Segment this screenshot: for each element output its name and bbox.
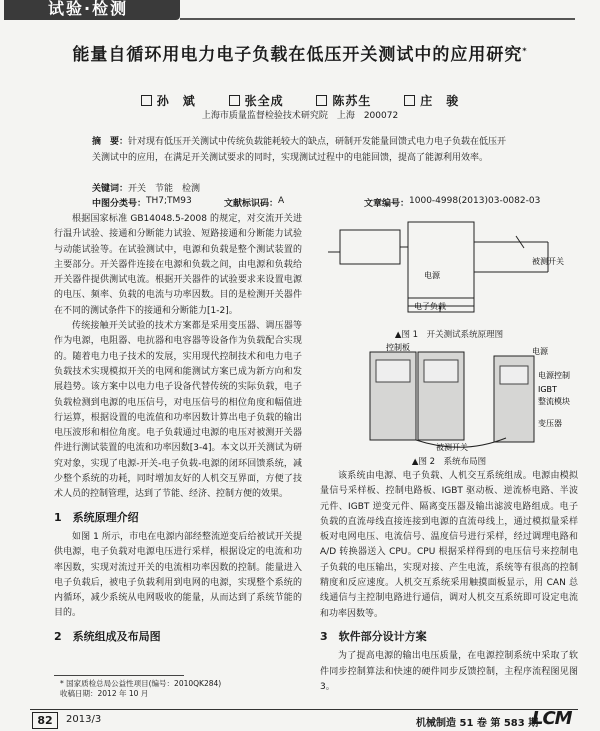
figure-1-caption: ▲图 1 开关测试系统原理图 (394, 330, 504, 340)
fig2-label: 电源 (532, 347, 548, 356)
keywords-label: 关键词： (92, 184, 129, 194)
fig2-label: 变压器 (538, 419, 562, 428)
fig1-label-load: 电子负载 (414, 302, 446, 311)
author: 孙 斌 (141, 94, 196, 108)
fig2-label: 被测开关 (436, 443, 468, 452)
fig2-label: 控制板 (386, 343, 410, 352)
footnote-rule (54, 675, 184, 676)
footer-rule (30, 709, 578, 710)
paragraph: 如图 1 所示，市电在电源内部经整流逆变后给被试开关提供电源，电子负载对电源电压进行采样，根据设定的电流和功率因数，实现对流过开关的电流相功率因数的控制。能量进入电子负载后，被电子负载利用到电网的电源，实现整个系统的内循环，减少系统从电网吸收的能量，从而达到了系统节能的目的。 (54, 531, 302, 619)
checkbox-icon (141, 95, 152, 106)
issue-label: 2013/3 (66, 714, 102, 725)
footnote-funding: * 国家质检总局公益性项目(编号：2010QK284) (60, 679, 222, 688)
keywords: 开关 节能 检测 (128, 184, 201, 194)
power-source-box (340, 230, 400, 264)
footnote (60, 679, 221, 699)
page-number: 82 (32, 712, 58, 729)
figure-2-caption: ▲图 2 系统布局图 (411, 457, 487, 467)
paragraph: 为了提高电源的输出电压质量，在电源控制系统中采取了软件同步控制算法和快速的硬件同步反馈控制，主程序流程图见图 3。 (320, 651, 578, 692)
section-heading: 3 软件部分设计方案 (320, 629, 427, 643)
left-column (54, 212, 302, 644)
right-column (320, 469, 578, 695)
author: 陈苏生 (316, 94, 371, 108)
paragraph: 传统接触开关试验的技术方案都是采用变压器、调压器等作为电源，电阻器、电抗器和电容器等设备作为负载配合实现的。随着电力电子技术的发展，实用现代控制技术和电力电子负载技术实现模拟开关的电网和能测试方案已成为新方向和发展趋势。该方案中以电力电子设备代替传统的实际负载，电子负载检测到电源的电压信号，对电压信号的相位角度和幅值进行运算，根据设置的电流值和功率因数计算出电子负载的输出电压波形和相位角度。电子负载通过电源的电压对被测开关器件进行测试装置的电流和功率因数[3-4]。本文以开关测试为研究对象，实现了电源-开关-电子负载-电源的闭环回馈系统，减少整个系统的功耗，同时增加友好的人机交互界面，方便了技术人员的控制管理，达到了节能、经济、控制方便的效果。 (54, 321, 302, 500)
fig2-label: IGBT (538, 385, 557, 394)
fig2-label: 电源控制 (538, 371, 570, 380)
footnote-received: 收稿日期：2012 年 10 月 (60, 689, 149, 698)
checkbox-icon (316, 95, 327, 106)
author-list (0, 92, 600, 109)
abstract-text: 针对现有低压开关测试中传统负载能耗较大的缺点，研制开发能量回馈式电力电子负载在低压开关测试中的应用，在满足开关测试要求的同时，实现测试过程中的电能回馈，提高了能源利用效率。 (92, 137, 507, 163)
abstract-label: 摘 要： (92, 137, 129, 147)
section-heading: 2 系统组成及布局图 (54, 629, 161, 643)
section-heading: 1 系统原理介绍 (54, 510, 139, 524)
author: 张全成 (229, 94, 284, 108)
top-rule (180, 18, 575, 20)
control-panel (376, 360, 410, 382)
title-footnote-mark: * (522, 46, 528, 56)
keywords-row (92, 181, 552, 194)
paragraph: 根据国家标准 GB14048.5-2008 的规定，对交流开关进行温升试验、接通和分断能力试验、短路接通和分断能力试验与动能试验等。在试验测试中，电源和负载是整个测试装置的主要部分。开关器件连接在电源和负载之间，由电源和负载给开关器件提供测试电流。根据开关器件的试验要求来设置电源的电压、频率、负载的电流与功率因数。目的是检测开关器件在不同的测试条件下的接通和分断能力[1-2]。 (54, 214, 302, 316)
paragraph: 该系统由电源、电子负载、人机交互系统组成。电源由模拟量信号采样板、控制电路板、IGBT 驱动板、逆流桥电路、半波元件、IGBT 逆变元件、隔离变压器及输出滤波电路组成。电子负载的直流母线直接连接到电源的直流母线上，通过模拟量采样板对电网电压、电流信号、温度信号进行采样，经过调理电路和 A/D 转换器送入 CPU。CPU 根据采样得到的电压信号来控制电子负载的电压输出，实现对接、产生电流，系统等有很高的控制精度和反应速度。人机交互系统采用触摸面板显示，用 CAN 总线通信与主控制电路进行通信，调对人机交互系统即可设定电流和功率因数等。 (320, 471, 578, 619)
journal-logo: LCM (532, 708, 572, 729)
doc-code-value: A (278, 196, 285, 206)
fig2-label: 整流模块 (538, 397, 570, 406)
author: 庄 骏 (404, 94, 459, 108)
doc-code-label: 文献标识码： (224, 199, 279, 209)
clc-label: 中图分类号： (92, 199, 147, 209)
source-box (408, 222, 474, 306)
paper-title (0, 40, 600, 65)
article-no-label: 文章编号： (364, 199, 410, 209)
figure-1-diagram (320, 212, 578, 330)
clc-value: TH7;TM93 (146, 196, 192, 206)
affiliation: 上海市质量监督检验技术研究院 上海 200072 (201, 111, 399, 121)
journal-name: 机械制造 51 卷 第 583 期 (416, 718, 539, 729)
abstract (92, 134, 514, 166)
section-tag: 试验·检测 (4, 0, 180, 20)
checkbox-icon (229, 95, 240, 106)
figure-2-layout (356, 342, 578, 452)
article-no-value: 1000-4998(2013)03-0082-03 (409, 196, 541, 206)
fig1-label-switch: 被测开关 (532, 257, 564, 266)
checkbox-icon (404, 95, 415, 106)
fig1-label-source: 电源 (424, 271, 440, 280)
title-text: 能量自循环用电力电子负载在低压开关测试中的应用研究 (72, 45, 523, 65)
